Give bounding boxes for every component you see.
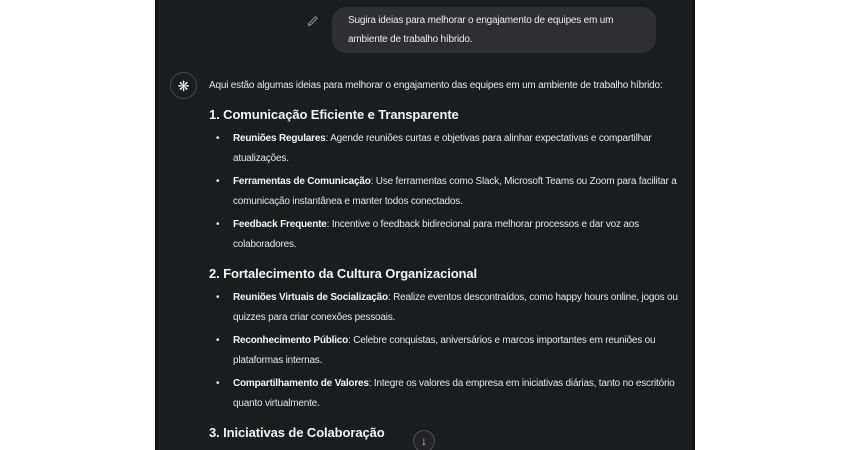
- bullet-item: [209, 172, 678, 212]
- bullet-marker: •: [216, 133, 220, 144]
- bullet-label: Ferramentas de Comunicação: [233, 176, 371, 187]
- bullet-text: Feedback Frequente: Incentive o feedback bidirecional para melhorar processos e dar voz aos colaboradores.: [233, 219, 639, 250]
- bullet-marker: •: [216, 335, 220, 346]
- bullet-marker: •: [216, 292, 220, 303]
- openai-logo-icon: ❋: [177, 77, 190, 94]
- bullet-label: Reconhecimento Público: [233, 335, 349, 346]
- bullet-list: [209, 129, 678, 255]
- section-heading: 1. Comunicação Eficiente e Transparente: [209, 107, 459, 122]
- bullet-item: [209, 215, 678, 255]
- assistant-avatar: [170, 72, 197, 99]
- bullet-item: [209, 129, 678, 169]
- bullet-text: Compartilhamento de Valores: Integre os valores da empresa em iniciativas diárias, tanto no escritório quanto virtualmente.: [233, 378, 675, 409]
- bullet-label: Reuniões Virtuais de Socialização: [233, 292, 388, 303]
- user-message-text: Sugira ideias para melhorar o engajamento de equipes em um ambiente de trabalho híbrido.: [348, 15, 614, 45]
- user-message-bubble: [332, 7, 656, 53]
- bullet-text: Reuniões Regulares: Agende reuniões curtas e objetivas para alinhar expectativas e compartilhar atualizações.: [233, 133, 652, 164]
- bullet-marker: •: [216, 176, 220, 187]
- assistant-intro-text: Aqui estão algumas ideias para melhorar o engajamento das equipes em um ambiente de trabalho híbrido:: [209, 80, 663, 91]
- edit-message-button[interactable]: [306, 15, 319, 28]
- section-heading: 3. Iniciativas de Colaboração: [209, 425, 385, 440]
- arrow-down-icon: ↓: [421, 434, 427, 448]
- user-message-row: [157, 0, 693, 53]
- bullet-item: [209, 331, 678, 371]
- bullet-list: [209, 288, 678, 414]
- chat-panel: [155, 0, 695, 450]
- section-heading: 2. Fortalecimento da Cultura Organizacional: [209, 266, 478, 281]
- bullet-text: Reuniões Virtuais de Socialização: Realize eventos descontraídos, como happy hours online, jogos ou quizzes para criar conexões pessoais.: [233, 292, 678, 323]
- pencil-icon: [306, 16, 319, 31]
- bullet-text: Ferramentas de Comunicação: Use ferramentas como Slack, Microsoft Teams ou Zoom para facilitar a comunicação instantânea e manter todos conectados.: [233, 176, 677, 207]
- assistant-message: [209, 73, 678, 443]
- bullet-marker: •: [216, 378, 220, 389]
- scroll-to-bottom-button[interactable]: [413, 430, 435, 450]
- assistant-message-row: [170, 73, 693, 443]
- bullet-item: [209, 288, 678, 328]
- bullet-text: Reconhecimento Público: Celebre conquistas, aniversários e marcos importantes em reuniões ou plataformas internas.: [233, 335, 656, 366]
- bullet-label: Feedback Frequente: [233, 219, 327, 230]
- bullet-label: Reuniões Regulares: [233, 133, 326, 144]
- bullet-marker: •: [216, 219, 220, 230]
- bullet-item: [209, 374, 678, 414]
- bullet-label: Compartilhamento de Valores: [233, 378, 369, 389]
- assistant-sections: [209, 105, 678, 443]
